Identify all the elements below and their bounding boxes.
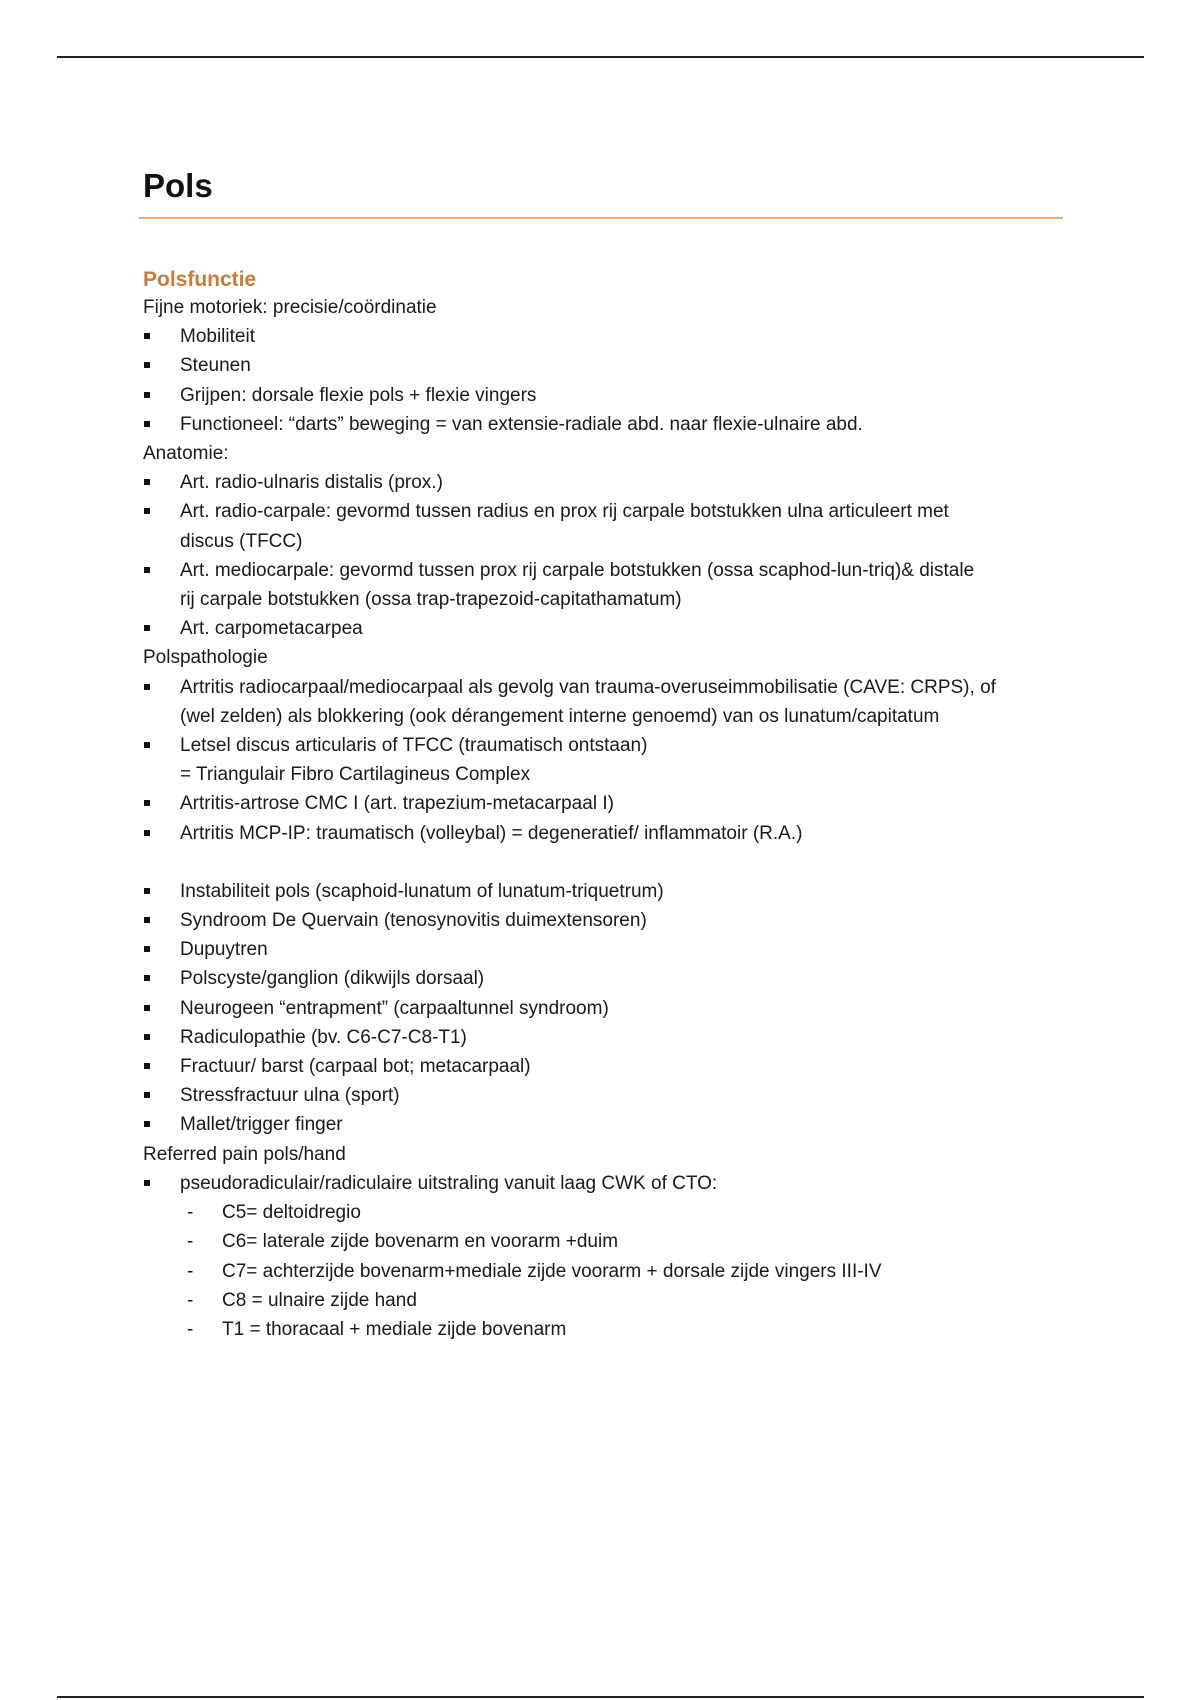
pathologie-label: Polspathologie	[143, 647, 268, 669]
referred-sublist	[143, 1198, 1063, 1344]
referred-label: Referred pain pols/hand	[143, 1143, 346, 1165]
list-item: pseudoradiculair/radiculaire uitstraling vanuit laag CWK of CTO:	[143, 1169, 1063, 1198]
list-item-line: Artritis-artrose CMC I (art. trapezium-metacarpaal I)	[180, 793, 614, 815]
list-item	[143, 789, 1063, 818]
document-content	[143, 166, 1063, 1344]
referred-list	[143, 1169, 1063, 1198]
footer-rule	[57, 1696, 1144, 1698]
list-item	[143, 819, 1063, 848]
text-block	[143, 293, 1063, 1344]
list-item	[143, 497, 1063, 555]
list-item-line: = Triangulair Fibro Cartilagineus Complex	[180, 764, 531, 786]
list-item-line: Letsel discus articularis of TFCC (traumatisch ontstaan)	[180, 735, 648, 757]
blank-line	[143, 848, 1063, 877]
sub-list-item: - T1 = thoracaal + mediale zijde bovenarm	[222, 1315, 1063, 1344]
list-item	[143, 468, 1063, 497]
section-heading: Polsfunctie	[143, 268, 257, 291]
anatomie-label: Anatomie:	[143, 443, 229, 465]
list-item: Syndroom De Quervain (tenosynovitis duimextensoren)	[143, 906, 1063, 935]
pathologie-list-2	[143, 877, 1063, 1140]
list-item-line: discus (TFCC)	[180, 530, 303, 552]
list-item: Functioneel: “darts” beweging = van extensie-radiale abd. naar flexie-ulnaire abd.	[143, 410, 1063, 439]
sub-list-item: - C6= laterale zijde bovenarm en voorarm +duim	[222, 1227, 1063, 1256]
list-item-line: rij carpale botstukken (ossa trap-trapezoid-capitathamatum)	[180, 589, 682, 611]
list-item: Instabiliteit pols (scaphoid-lunatum of lunatum-triquetrum)	[143, 877, 1063, 906]
list-item: Radiculopathie (bv. C6-C7-C8-T1)	[143, 1023, 1063, 1052]
sub-list-item: - C5= deltoidregio	[222, 1198, 1063, 1227]
list-item: Neurogeen “entrapment” (carpaaltunnel syndroom)	[143, 994, 1063, 1023]
title-underline	[139, 217, 1063, 219]
pathologie-list	[143, 673, 1063, 848]
sub-list-item: - C8 = ulnaire zijde hand	[222, 1286, 1063, 1315]
list-item: Dupuytren	[143, 935, 1063, 964]
anatomie-list	[143, 468, 1063, 643]
list-item-line: Art. radio-carpale: gevormd tussen radius en prox rij carpale botstukken ulna articuleert met	[180, 501, 949, 523]
list-item	[143, 731, 1063, 789]
list-item-line: Art. radio-ulnaris distalis (prox.)	[180, 472, 443, 494]
sub-list-item: - C7= achterzijde bovenarm+mediale zijde voorarm + dorsale zijde vingers III-IV	[222, 1257, 1063, 1286]
intro-line: Fijne motoriek: precisie/coördinatie	[143, 297, 437, 318]
list-item: Steunen	[143, 351, 1063, 380]
list-item: Grijpen: dorsale flexie pols + flexie vingers	[143, 381, 1063, 410]
header-rule	[57, 56, 1144, 58]
list-item-line: Art. mediocarpale: gevormd tussen prox rij carpale botstukken (ossa scaphod-lun-triq)& distale	[180, 559, 975, 581]
list-item	[143, 614, 1063, 643]
list-item-line: (wel zelden) als blokkering (ook dérangement interne genoemd) van os lunatum/capitatum	[180, 705, 940, 727]
list-item: Mallet/trigger finger	[143, 1110, 1063, 1139]
page-title: Pols	[143, 167, 213, 204]
list-item	[143, 556, 1063, 614]
list-item: Fractuur/ barst (carpaal bot; metacarpaal)	[143, 1052, 1063, 1081]
list-item: Mobiliteit	[143, 322, 1063, 351]
section-polsfunctie	[143, 267, 1063, 1344]
list-item	[143, 673, 1063, 731]
list-item-line: Art. carpometacarpea	[180, 618, 363, 640]
list-item-line: Artritis MCP-IP: traumatisch (volleybal) = degeneratief/ inflammatoir (R.A.)	[180, 822, 803, 844]
functie-list	[143, 322, 1063, 439]
list-item: Polscyste/ganglion (dikwijls dorsaal)	[143, 964, 1063, 993]
list-item-line: Artritis radiocarpaal/mediocarpaal als gevolg van trauma-overuseimmobilisatie (CAVE: CRPS), of	[180, 676, 996, 698]
list-item: Stressfractuur ulna (sport)	[143, 1081, 1063, 1110]
